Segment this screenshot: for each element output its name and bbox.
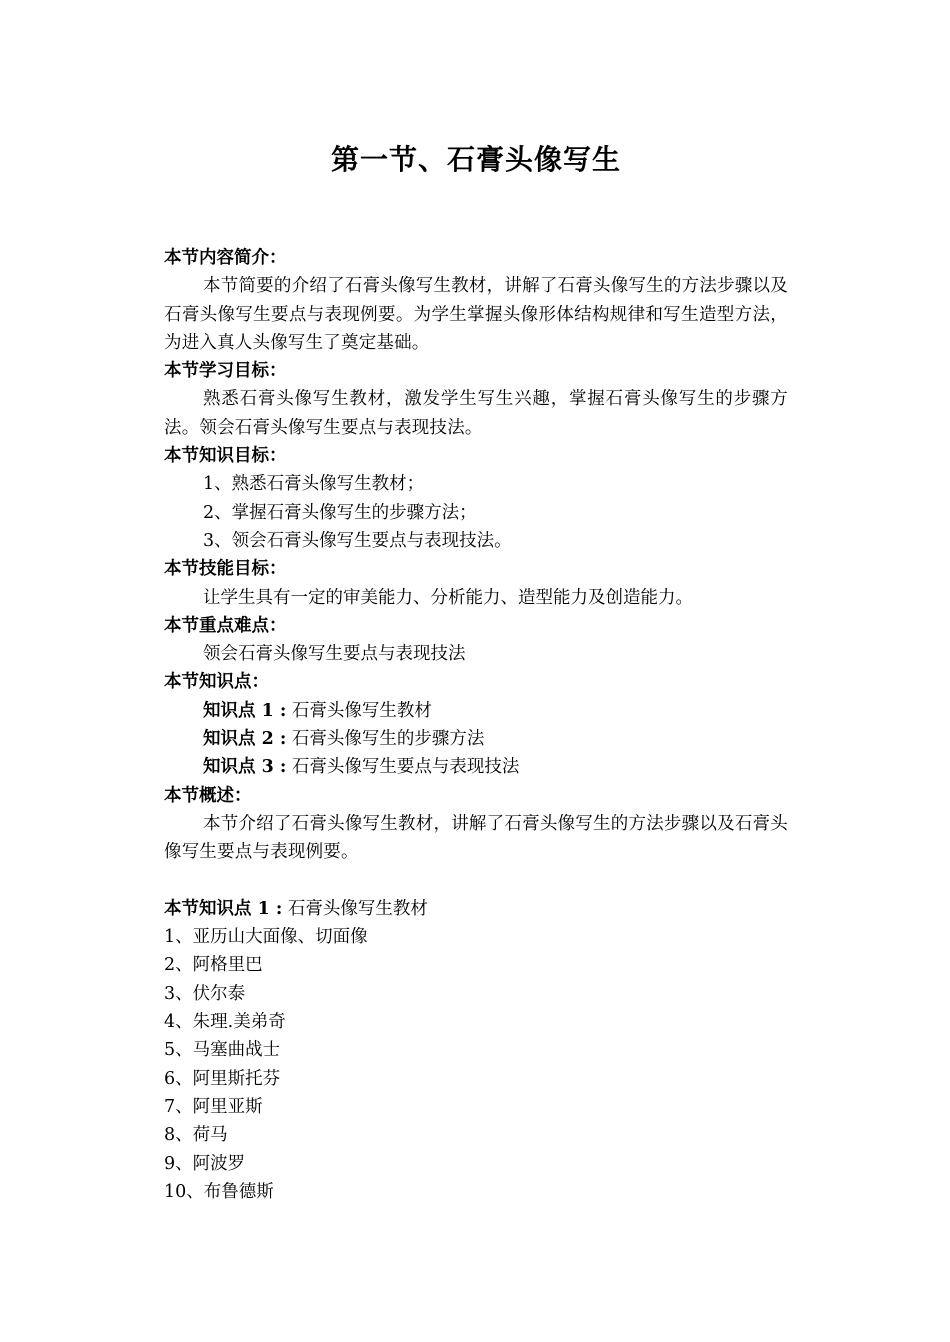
intro-paragraph: 本节简要的介绍了石膏头像写生教材，讲解了石膏头像写生的方法步骤以及石膏头像写生要点与表现例要。为学生掌握头像形体结构规律和写生造型方法，为进入真人头像写生了奠定基础。 [164,276,788,353]
knowledge-goal-item: 1、熟悉石膏头像写生教材； [203,474,425,495]
learning-goal-heading: 本节学习目标： [164,361,287,382]
list-item: 5、马塞曲战士 [164,1040,281,1061]
list-item: 1、亚历山大面像、切面像 [164,927,368,948]
knowledge-point-item [164,753,788,781]
overview-heading: 本节概述： [164,785,252,806]
key-points-text: 领会石膏头像写生要点与表现技法 [203,644,466,665]
skill-goal-text: 让学生具有一定的审美能力、分析能力、造型能力及创造能力。 [203,587,693,608]
list-item: 2、阿格里巴 [164,955,263,976]
knowledge-point-text: 石膏头像写生的步骤方法 [286,729,485,750]
section-spacer [164,867,788,895]
knowledge-point-text: 石膏头像写生教材 [286,700,432,721]
knowledge-point-item [164,725,788,753]
intro-heading: 本节内容简介： [164,248,287,268]
kp1-detail-label: 本节知识点 1 : [164,898,283,919]
page-title: 第一节、石膏头像写生 [330,143,621,176]
knowledge-point-label: 知识点 2 : [203,729,287,750]
list-item: 8、荷马 [164,1125,228,1146]
list-item: 4、朱理.美弟奇 [164,1012,286,1033]
kp1-detail-title: 石膏头像写生教材 [282,898,428,919]
knowledge-point-label: 知识点 3 : [203,757,287,778]
learning-goal-paragraph: 熟悉石膏头像写生教材，激发学生写生兴趣，掌握石膏头像写生的步骤方法。领会石膏头像写生要点与表现技法。 [164,389,788,438]
list-item: 7、阿里亚斯 [164,1096,263,1117]
key-points-heading: 本节重点难点： [164,615,287,636]
document-body [164,244,788,1206]
list-item: 10、布鲁德斯 [164,1181,274,1202]
knowledge-goal-item: 2、掌握石膏头像写生的步骤方法； [203,502,477,523]
overview-paragraph: 本节介绍了石膏头像写生教材，讲解了石膏头像写生的方法步骤以及石膏头像写生要点与表现例要。 [164,813,788,863]
skill-goal-heading: 本节技能目标： [164,559,287,580]
kp1-detail-heading [164,895,788,923]
knowledge-point-label: 知识点 1 : [203,700,287,721]
knowledge-point-item [164,697,788,725]
knowledge-points-heading: 本节知识点： [164,672,269,693]
list-item: 6、阿里斯托芬 [164,1068,281,1089]
knowledge-goal-item: 3、领会石膏头像写生要点与表现技法。 [203,530,512,551]
list-item: 9、阿波罗 [164,1153,246,1174]
knowledge-point-text: 石膏头像写生要点与表现技法 [286,757,520,778]
list-item: 3、伏尔泰 [164,983,246,1004]
knowledge-goal-heading: 本节知识目标： [164,446,287,467]
